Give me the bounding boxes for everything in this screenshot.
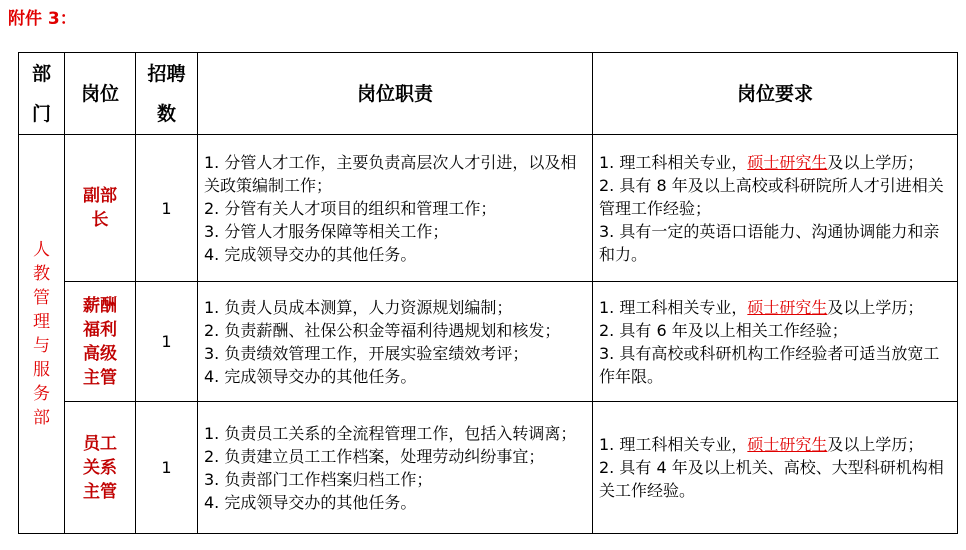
req-text: 及以上学历； [827, 297, 924, 317]
requirement-item: 2. 具有 6 年及以上相关工作经验； [599, 320, 848, 340]
requirement-item [599, 433, 951, 456]
requirement-item: 3. 具有高校或科研机构工作经验者可适当放宽工作年限。 [599, 343, 940, 386]
req-text: 及以上学历； [827, 152, 924, 172]
count-cell: 1 [136, 402, 198, 534]
table-row [19, 282, 958, 402]
degree-highlight: 硕士研究生 [747, 152, 828, 172]
header-position: 岗位 [65, 53, 136, 135]
duties-cell [198, 402, 593, 534]
duty-item: 3. 负责绩效管理工作，开展实验室绩效考评； [204, 343, 529, 363]
requirements-cell [593, 282, 958, 402]
header-row [19, 53, 958, 135]
position-cell: 薪酬福利高级主管 [65, 282, 136, 402]
duty-item: 1. 负责员工关系的全流程管理工作，包括入转调离； [204, 423, 577, 443]
duty-item: 1. 负责人员成本测算，人力资源规划编制； [204, 297, 513, 317]
requirement-item: 3. 具有一定的英语口语能力、沟通协调能力和亲和力。 [599, 221, 940, 264]
duty-item: 2. 负责薪酬、社保公积金等福利待遇规划和核发； [204, 320, 561, 340]
duty-item: 3. 负责部门工作档案归档工作； [204, 469, 433, 489]
requirements-cell [593, 402, 958, 534]
duty-item: 1. 分管人才工作，主要负责高层次人才引进，以及相关政策编制工作； [204, 152, 577, 195]
duty-item: 4. 完成领导交办的其他任务。 [204, 244, 417, 264]
duty-item: 2. 分管有关人才项目的组织和管理工作； [204, 198, 497, 218]
req-text: 1. 理工科相关专业， [599, 152, 748, 172]
requirement-item: 2. 具有 8 年及以上高校或科研院所人才引进相关管理工作经验； [599, 175, 944, 218]
requirement-item [599, 151, 951, 174]
req-text: 1. 理工科相关专业， [599, 297, 748, 317]
duties-cell [198, 135, 593, 282]
duty-item: 4. 完成领导交办的其他任务。 [204, 492, 417, 512]
duties-cell [198, 282, 593, 402]
count-cell: 1 [136, 282, 198, 402]
req-text: 1. 理工科相关专业， [599, 435, 748, 454]
recruitment-table [18, 52, 958, 534]
header-requirements: 岗位要求 [593, 53, 958, 135]
department-cell: 人教管理与服务部 [19, 135, 65, 534]
duty-item: 3. 分管人才服务保障等相关工作； [204, 221, 449, 241]
duty-item: 4. 完成领导交办的其他任务。 [204, 366, 417, 386]
count-cell: 1 [136, 135, 198, 282]
header-count: 招聘数 [136, 53, 198, 135]
table-row [19, 135, 958, 282]
degree-highlight: 硕士研究生 [747, 297, 828, 317]
attachment-title: 附件 3： [8, 9, 77, 29]
position-cell: 员工关系主管 [65, 402, 136, 534]
duty-item: 2. 负责建立员工工作档案，处理劳动纠纷事宜； [204, 446, 545, 466]
header-duties: 岗位职责 [198, 53, 593, 135]
table-row [19, 402, 958, 534]
degree-highlight: 硕士研究生 [747, 435, 828, 454]
position-cell: 副部长 [65, 135, 136, 282]
requirement-item: 2. 具有 4 年及以上机关、高校、大型科研机构相关工作经验。 [599, 458, 944, 500]
req-text: 及以上学历； [827, 435, 924, 454]
requirements-cell [593, 135, 958, 282]
header-department: 部门 [19, 53, 65, 135]
requirement-item [599, 296, 951, 319]
